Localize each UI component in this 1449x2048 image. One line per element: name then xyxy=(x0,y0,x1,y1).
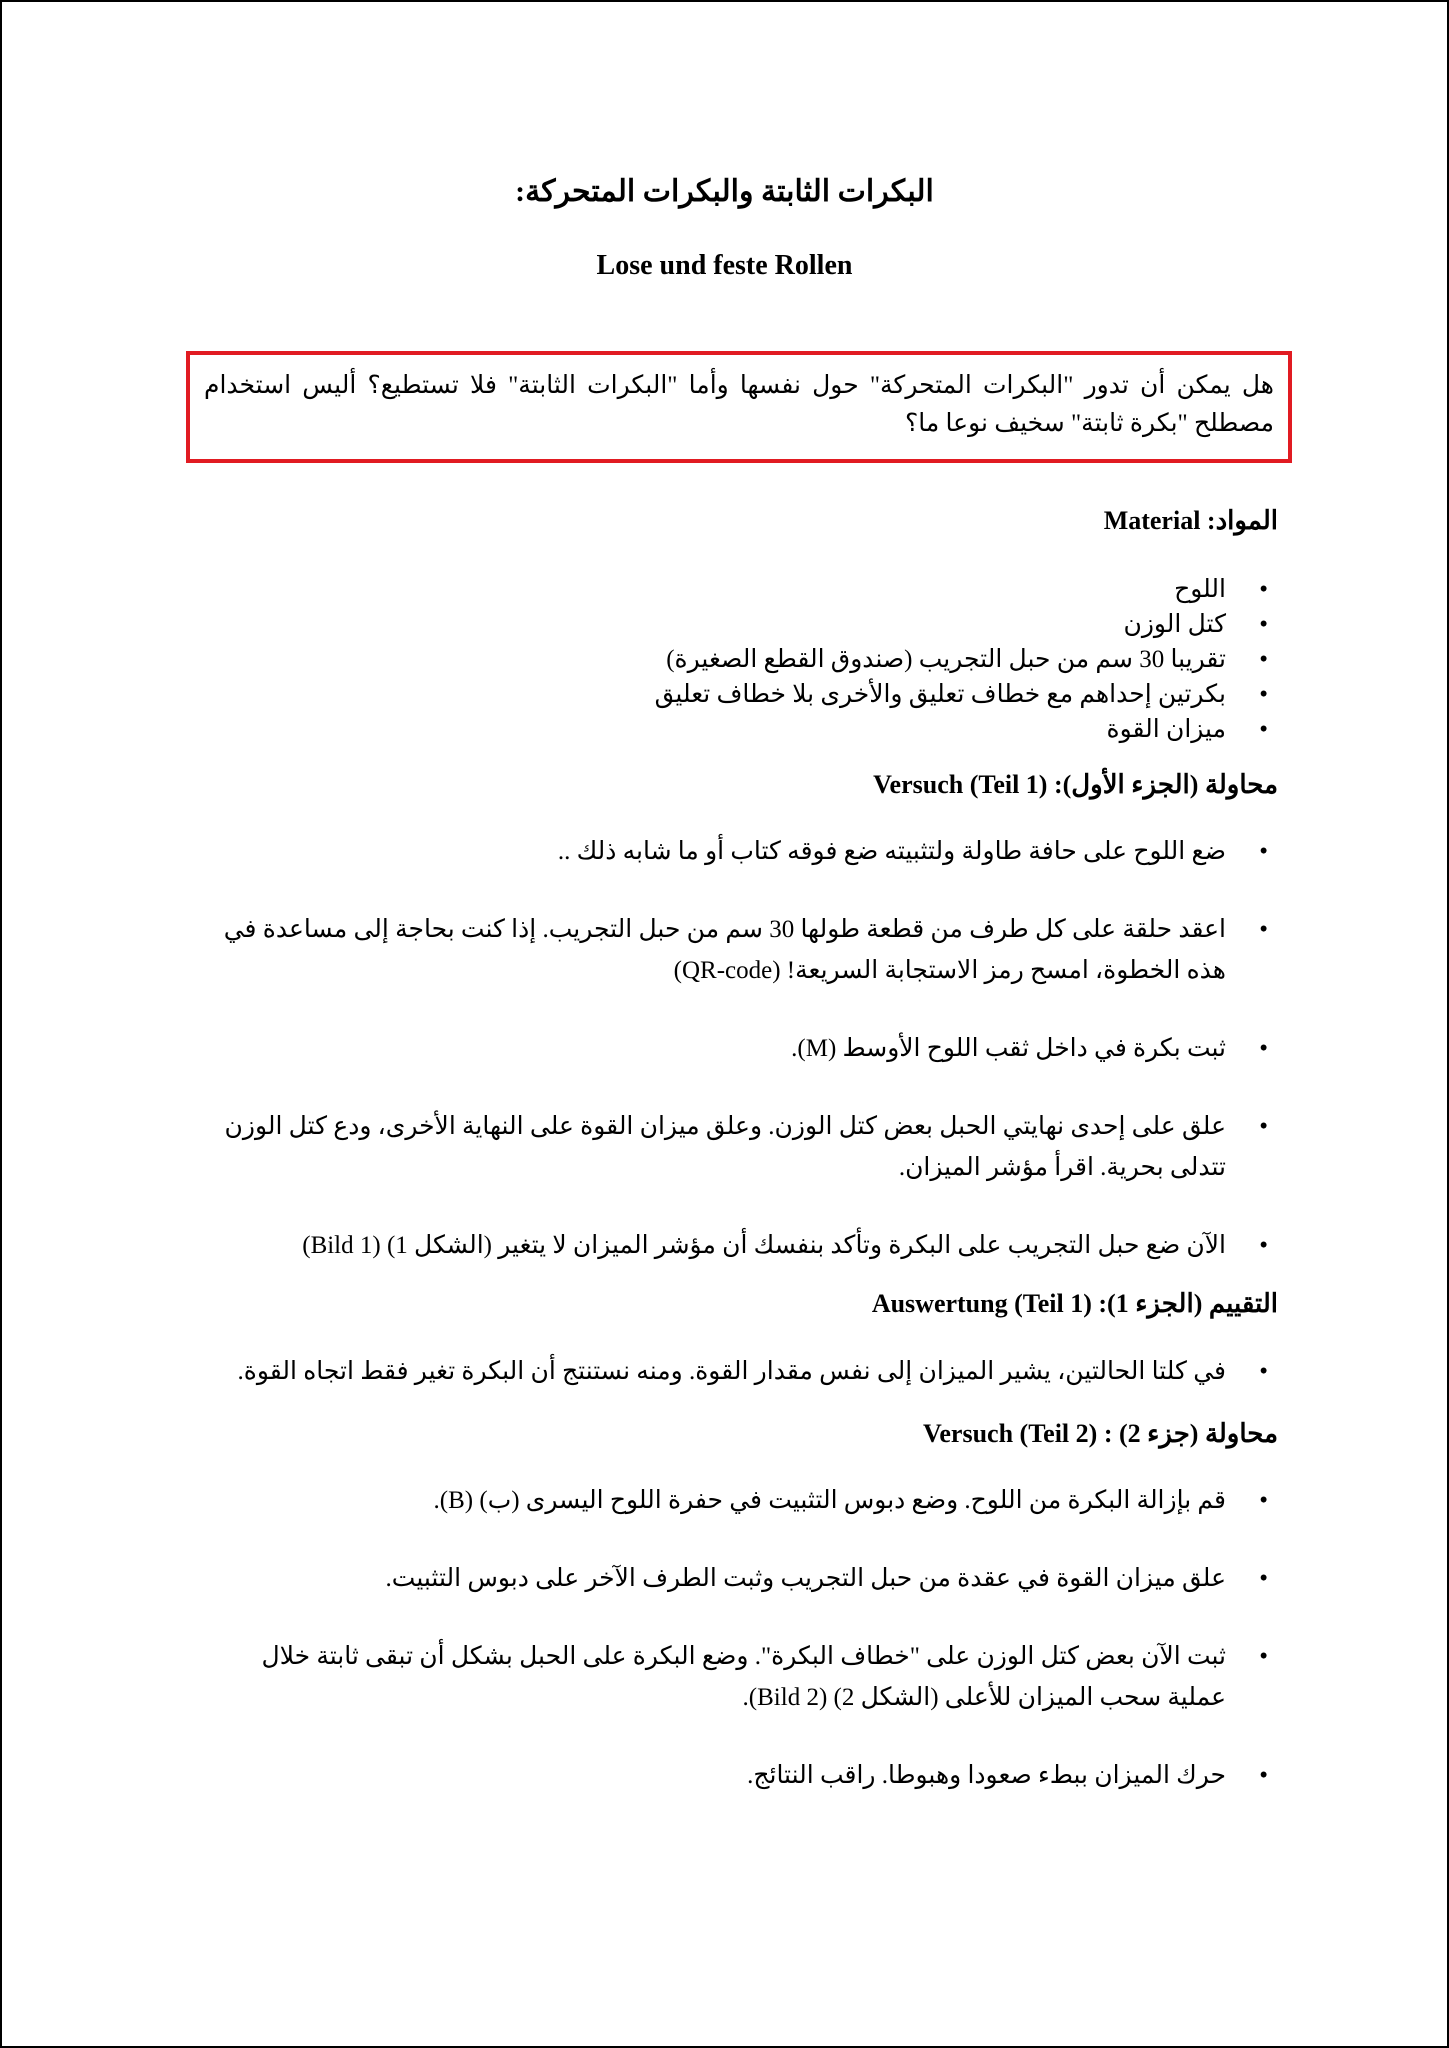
list-item: • ثبت الآن بعض كتل الوزن على "خطاف البكرة". وضع البكرة على الحبل بشكل أن تبقى ثابتة خلال عملية سحب الميزان للأعلى (الشكل 2) (Bild 2). xyxy=(202,1636,1278,1718)
list-item: • في كلتا الحالتين، يشير الميزان إلى نفس مقدار القوة. ومنه نستنتج أن البكرة تغير فقط اتجاه القوة. xyxy=(202,1354,1278,1389)
question-text: هل يمكن أن تدور "البكرات المتحركة" حول نفسها وأما "البكرات الثابتة" فلا تستطيع؟ أليس استخدام مصطلح "بكرة ثابتة" سخيف نوعا ما؟ xyxy=(204,372,1274,437)
materials-list xyxy=(202,572,1278,747)
list-item: • تقريبا 30 سم من حبل التجريب (صندوق القطع الصغيرة) xyxy=(202,642,1278,677)
list-item: • قم بإزالة البكرة من اللوح. وضع دبوس التثبيت في حفرة اللوح اليسرى (ب) (B). xyxy=(202,1480,1278,1521)
list-item: • اعقد حلقة على كل طرف من قطعة طولها 30 سم من حبل التجريب. إذا كنت بحاجة إلى مساعدة في هذه الخطوة، امسح رمز الاستجابة السريعة! (QR-code) xyxy=(202,909,1278,991)
list-item: • ضع اللوح على حافة طاولة ولتثبيته ضع فوقه كتاب أو ما شابه ذلك .. xyxy=(202,831,1278,872)
list-item: • كتل الوزن xyxy=(202,607,1278,642)
materials-heading: المواد: Material xyxy=(1103,506,1278,535)
list-item: • حرك الميزان ببطء صعودا وهبوطا. راقب النتائج. xyxy=(202,1755,1278,1796)
list-item: • علق ميزان القوة في عقدة من حبل التجريب وثبت الطرف الآخر على دبوس التثبيت. xyxy=(202,1558,1278,1599)
page-title-german: Lose und feste Rollen xyxy=(596,250,853,281)
list-item: • الآن ضع حبل التجريب على البكرة وتأكد بنفسك أن مؤشر الميزان لا يتغير (الشكل 1) (Bild 1) xyxy=(202,1225,1278,1266)
page-title-arabic: البكرات الثابتة والبكرات المتحركة: xyxy=(515,175,934,208)
list-item: • ثبت بكرة في داخل ثقب اللوح الأوسط (M). xyxy=(202,1028,1278,1069)
list-item: • اللوح xyxy=(202,572,1278,607)
evaluation1-list xyxy=(202,1354,1278,1389)
evaluation1-heading: التقييم (الجزء 1): Auswertung (Teil 1) xyxy=(871,1289,1278,1318)
list-item: • ميزان القوة xyxy=(202,712,1278,747)
experiment1-heading: محاولة (الجزء الأول): Versuch (Teil 1) xyxy=(873,770,1278,799)
experiment2-list xyxy=(202,1480,1278,1796)
experiment1-list xyxy=(202,831,1278,1266)
list-item: • علق على إحدى نهايتي الحبل بعض كتل الوزن. وعلق ميزان القوة على النهاية الأخرى، ودع كتل الوزن تتدلى بحرية. اقرأ مؤشر الميزان. xyxy=(202,1106,1278,1188)
experiment2-heading: محاولة (جزء 2) : Versuch (Teil 2) xyxy=(923,1419,1278,1448)
list-item: • بكرتين إحداهم مع خطاف تعليق والأخرى بلا خطاف تعليق xyxy=(202,677,1278,712)
question-box xyxy=(186,351,1292,463)
